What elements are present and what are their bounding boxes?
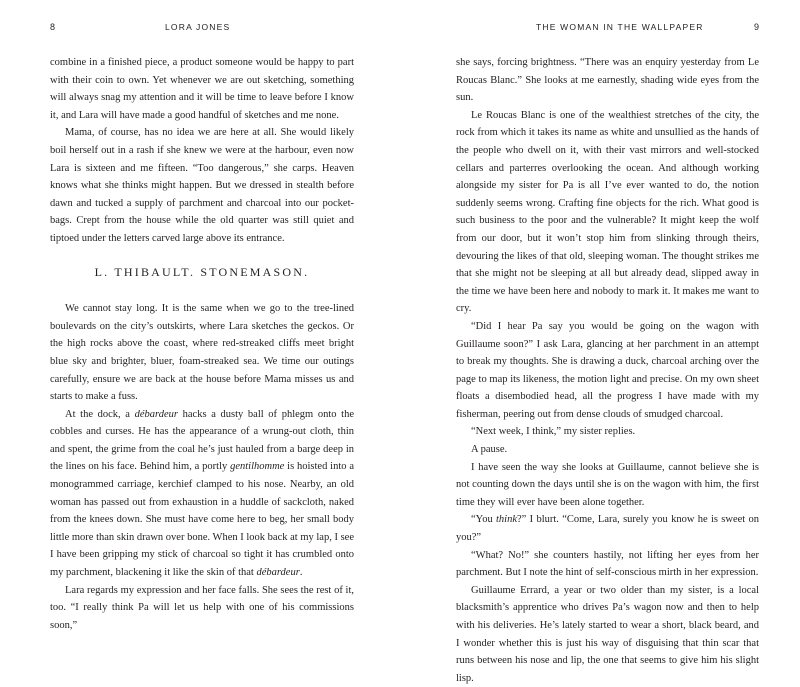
paragraph — [456, 441, 759, 459]
paragraph — [456, 459, 759, 512]
paragraph — [456, 547, 759, 582]
text-run: “Next week, I think,” my sister replies. — [471, 426, 636, 438]
text-run: “You — [471, 514, 497, 526]
paragraph — [456, 423, 759, 441]
text-run: A pause. — [471, 444, 508, 456]
running-head-title: THE WOMAN IN THE WALLPAPER — [536, 22, 704, 32]
text-run: Lara regards my expression and her face falls. She sees the rest of it, too. “I really think Pa will let us help with one of his commissions soon,” — [50, 584, 354, 631]
right-page-body — [456, 54, 759, 687]
paragraph — [50, 300, 354, 406]
text-run: Mama, of course, has no idea we are here at all. She would likely boil herself out in a rash if she knew we were at the harbour, even now Lara is sixteen and me fifteen. “Too dangerous,” she carps. Heaven knows what she thinks might happen. But we dressed in stealth before dawn and tucked a supply of parchment and charcoal into our pocket-bags. Crept from the house while the old quarter was still quiet and tiptoed under the letters carved large above its entrance. — [50, 127, 354, 244]
text-run: We cannot stay long. It is the same when we go to the tree-lined boulevards on the city’s outskirts, where Lara sketches the geckos. Or the high rocks above the coast, where red-streaked cliffs meet bright blue sky and brighter, bluer, foam-streaked sea. We time our outings carefully, ensure we are back at the house before Mama misses us and starts to make a fuss. — [50, 303, 354, 403]
text-run: Le Roucas Blanc is one of the wealthiest stretches of the city, the rock from which it takes its name as white and unsullied as the hands of the people who dwell on it, with their vast mirrors and well-stocked cellars and parterres overlooking the ocean. And although working alongside my sister for Pa is all I’ve ever wanted to do, the notion suddenly seems wrong. Crafting fine objects for the rich. What good is such business to the poor and the vulnerable? It might keep the wolf from our door, but it won’t stop him from slinking through theirs, devouring the likes of that old, sleeping woman. The thought strikes me that she might not be sleeping at all but already dead, slipped away in the time we have been here and nobody to mark it. It makes me want to cry. — [456, 109, 759, 315]
right-page — [400, 0, 800, 684]
paragraph — [456, 582, 759, 687]
paragraph — [456, 511, 759, 546]
italic-run: débardeur — [256, 567, 300, 579]
sign-inscription: L. THIBAULT. STONEMASON. — [94, 264, 310, 279]
paragraph — [50, 124, 354, 247]
text-run: I have seen the way she looks at Guillaume, cannot believe she is not counting down the days until she is on the wagon with him, the first time they will ever have been alone together. — [456, 461, 759, 508]
text-run: is hoisted into a monogrammed carriage, kerchief clamped to his nose. Nearby, an old woman has passed out from exhaustion in a huddle of sackcloth, naked from the knees down. She must have come here to beg, her small body little more than skin drawn over bone. When I look back at my lap, I see I have been gripping my stick of charcoal so tight it has crumbled onto my parchment, blackening it like the skin of that — [50, 461, 354, 579]
paragraph — [50, 582, 354, 635]
italic-run: think — [496, 514, 518, 526]
paragraph — [456, 54, 759, 107]
text-run: At the dock, a — [65, 408, 135, 420]
text-run: she says, forcing brightness. “There was an enquiry yesterday from Le Roucas Blanc.” She looks at me earnestly, shading wide eyes from the sun. — [456, 57, 759, 104]
text-run: hacks a dusty ball of phlegm onto the cobbles and curses. He has the appearance of a wrung-out cloth, thin and spent, the grime from the coal he’s just hauled from a barge deep in the lines on his face. Behind him, a portly — [50, 408, 354, 473]
page-number: 8 — [50, 22, 56, 32]
page-number: 9 — [754, 22, 760, 32]
text-run: “What? No!” she counters hastily, not lifting her eyes from her parchment. But I note the hint of self-conscious mirth in her expression. — [456, 549, 759, 579]
paragraph — [50, 54, 354, 124]
running-head-author: LORA JONES — [165, 22, 231, 32]
left-page-body — [50, 54, 354, 634]
text-run: Guillaume Errard, a year or two older than my sister, is a local blacksmith’s apprentice who drives Pa’s wagon now and then to help with his deliveries. He’s lately started to wear a short, black beard, and I wonder whether this is just his way of disguising that thin scar that runs between his nose and lip, the one that seems to give him his slight lisp. — [456, 584, 759, 684]
italic-run: gentilhomme — [230, 461, 285, 473]
paragraph — [456, 318, 759, 424]
paragraph — [50, 406, 354, 582]
text-run: . — [299, 567, 303, 579]
text-run: combine in a finished piece, a product someone would be happy to part with their coin to own. Yet whenever we are out sketching, something will always snag my attention and it will be time to leave before I know it, and Lara will have made a good handful of sketches and me none. — [50, 57, 354, 121]
left-page — [0, 0, 400, 631]
italic-run: débardeur — [134, 408, 178, 420]
text-run: “Did I hear Pa say you would be going on the wagon with Guillaume soon?” I ask Lara, glancing at her parchment in an attempt to break my thoughts. She is drawing a duck, charcoal arching over the page to map its likeness, the motion light and precise. On my own sheet floats a disembodied head, all the progress I have made with my fisherman, peering out from dense clouds of smudged charcoal. — [456, 320, 759, 420]
paragraph — [456, 107, 759, 318]
text-run: ?” I blurt. “Come, Lara, surely you know he is sweet on you?” — [456, 514, 759, 544]
